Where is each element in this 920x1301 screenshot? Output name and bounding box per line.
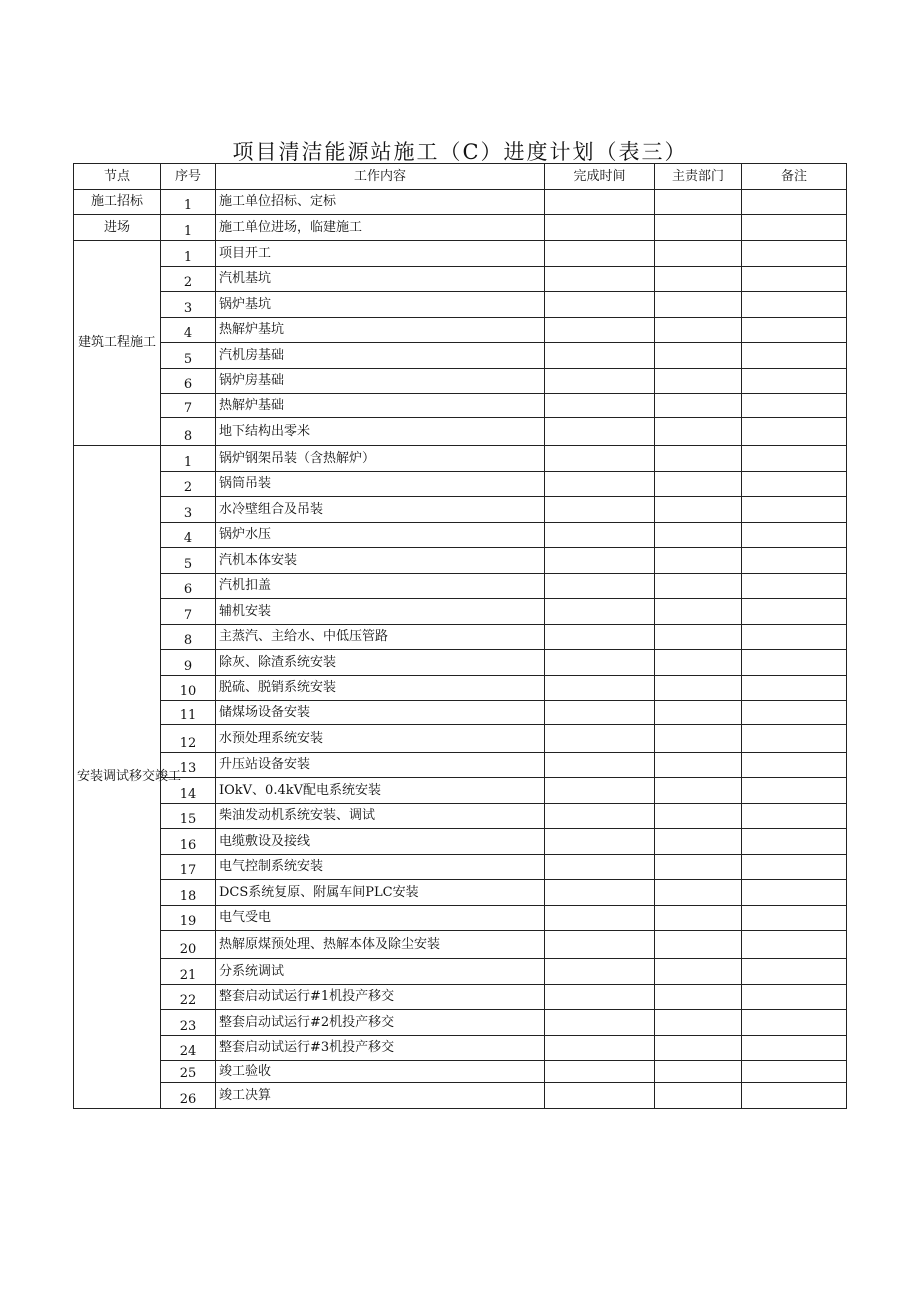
remark-cell xyxy=(742,574,847,599)
content-cell: 整套启动试运行#2机投产移交 xyxy=(216,1010,545,1036)
table-row xyxy=(74,829,847,855)
header-row xyxy=(74,164,847,190)
seq-cell: 6 xyxy=(161,574,216,599)
remark-cell xyxy=(742,343,847,369)
table-row xyxy=(74,241,847,267)
remark-cell xyxy=(742,1010,847,1036)
seq-cell: 12 xyxy=(161,725,216,753)
department-cell xyxy=(655,880,742,906)
complete-time-cell xyxy=(545,906,655,931)
table-row xyxy=(74,725,847,753)
department-cell xyxy=(655,1061,742,1083)
content-cell: 电缆敷设及接线 xyxy=(216,829,545,855)
seq-cell: 1 xyxy=(161,215,216,241)
complete-time-cell xyxy=(545,241,655,267)
table-row xyxy=(74,394,847,418)
content-cell: 主蒸汽、主给水、中低压管路 xyxy=(216,625,545,650)
complete-time-cell xyxy=(545,418,655,446)
table-row xyxy=(74,855,847,880)
complete-time-cell xyxy=(545,497,655,523)
seq-cell: 10 xyxy=(161,676,216,701)
remark-cell xyxy=(742,625,847,650)
complete-time-cell xyxy=(545,446,655,472)
table-row xyxy=(74,625,847,650)
remark-cell xyxy=(742,1036,847,1061)
table-row xyxy=(74,1010,847,1036)
seq-cell: 20 xyxy=(161,931,216,959)
node-cell: 施工招标 xyxy=(74,190,161,215)
table-row xyxy=(74,472,847,497)
complete-time-cell xyxy=(545,931,655,959)
seq-cell: 16 xyxy=(161,829,216,855)
department-cell xyxy=(655,1083,742,1109)
remark-cell xyxy=(742,778,847,804)
node-cell: 建筑工程施工 xyxy=(74,241,161,446)
department-cell xyxy=(655,343,742,369)
complete-time-cell xyxy=(545,985,655,1010)
seq-cell: 15 xyxy=(161,804,216,829)
content-cell: 施工单位进场，临建施工 xyxy=(216,215,545,241)
table-row xyxy=(74,292,847,318)
department-cell xyxy=(655,574,742,599)
seq-cell: 18 xyxy=(161,880,216,906)
department-cell xyxy=(655,985,742,1010)
table-row xyxy=(74,548,847,574)
remark-cell xyxy=(742,725,847,753)
remark-cell xyxy=(742,190,847,215)
node-cell: 进场 xyxy=(74,215,161,241)
remark-cell xyxy=(742,369,847,394)
header-remark: 备注 xyxy=(742,164,847,190)
department-cell xyxy=(655,215,742,241)
remark-cell xyxy=(742,394,847,418)
seq-cell: 1 xyxy=(161,190,216,215)
department-cell xyxy=(655,318,742,343)
schedule-body xyxy=(74,190,847,1109)
content-cell: 锅炉基坑 xyxy=(216,292,545,318)
complete-time-cell xyxy=(545,369,655,394)
remark-cell xyxy=(742,523,847,548)
table-row xyxy=(74,959,847,985)
remark-cell xyxy=(742,1083,847,1109)
seq-cell: 1 xyxy=(161,241,216,267)
complete-time-cell xyxy=(545,625,655,650)
content-cell: 竣工验收 xyxy=(216,1061,545,1083)
content-cell: 汽机扣盖 xyxy=(216,574,545,599)
remark-cell xyxy=(742,241,847,267)
table-row xyxy=(74,931,847,959)
complete-time-cell xyxy=(545,804,655,829)
seq-cell: 7 xyxy=(161,599,216,625)
complete-time-cell xyxy=(545,343,655,369)
remark-cell xyxy=(742,599,847,625)
table-row xyxy=(74,753,847,778)
remark-cell xyxy=(742,676,847,701)
complete-time-cell xyxy=(545,650,655,676)
complete-time-cell xyxy=(545,880,655,906)
remark-cell xyxy=(742,472,847,497)
seq-cell: 24 xyxy=(161,1036,216,1061)
complete-time-cell xyxy=(545,959,655,985)
content-cell: 水预处理系统安装 xyxy=(216,725,545,753)
seq-cell: 17 xyxy=(161,855,216,880)
remark-cell xyxy=(742,880,847,906)
seq-cell: 8 xyxy=(161,625,216,650)
seq-cell: 11 xyxy=(161,701,216,725)
table-row xyxy=(74,369,847,394)
remark-cell xyxy=(742,215,847,241)
table-row xyxy=(74,778,847,804)
complete-time-cell xyxy=(545,778,655,804)
department-cell xyxy=(655,804,742,829)
department-cell xyxy=(655,190,742,215)
department-cell xyxy=(655,1036,742,1061)
complete-time-cell xyxy=(545,292,655,318)
complete-time-cell xyxy=(545,190,655,215)
content-cell: 热解炉基坑 xyxy=(216,318,545,343)
table-row xyxy=(74,418,847,446)
complete-time-cell xyxy=(545,394,655,418)
remark-cell xyxy=(742,931,847,959)
department-cell xyxy=(655,959,742,985)
seq-cell: 3 xyxy=(161,497,216,523)
seq-cell: 8 xyxy=(161,418,216,446)
remark-cell xyxy=(742,985,847,1010)
table-row xyxy=(74,701,847,725)
department-cell xyxy=(655,753,742,778)
complete-time-cell xyxy=(545,855,655,880)
remark-cell xyxy=(742,906,847,931)
content-cell: 锅筒吊装 xyxy=(216,472,545,497)
seq-cell: 2 xyxy=(161,472,216,497)
seq-cell: 22 xyxy=(161,985,216,1010)
header-complete-time: 完成时间 xyxy=(545,164,655,190)
complete-time-cell xyxy=(545,215,655,241)
department-cell xyxy=(655,292,742,318)
department-cell xyxy=(655,523,742,548)
remark-cell xyxy=(742,446,847,472)
department-cell xyxy=(655,418,742,446)
complete-time-cell xyxy=(545,701,655,725)
department-cell xyxy=(655,599,742,625)
seq-cell: 4 xyxy=(161,523,216,548)
complete-time-cell xyxy=(545,1010,655,1036)
content-cell: 汽机本体安装 xyxy=(216,548,545,574)
department-cell xyxy=(655,676,742,701)
complete-time-cell xyxy=(545,472,655,497)
complete-time-cell xyxy=(545,1061,655,1083)
table-row xyxy=(74,523,847,548)
table-row xyxy=(74,676,847,701)
complete-time-cell xyxy=(545,318,655,343)
department-cell xyxy=(655,625,742,650)
remark-cell xyxy=(742,548,847,574)
table-row xyxy=(74,318,847,343)
department-cell xyxy=(655,855,742,880)
complete-time-cell xyxy=(545,548,655,574)
remark-cell xyxy=(742,267,847,292)
content-cell: 汽机基坑 xyxy=(216,267,545,292)
page-title: 项目清洁能源站施工（C）进度计划（表三） xyxy=(232,140,688,165)
seq-cell: 2 xyxy=(161,267,216,292)
content-cell: 地下结构出零米 xyxy=(216,418,545,446)
content-cell: 热解炉基础 xyxy=(216,394,545,418)
remark-cell xyxy=(742,804,847,829)
table-row xyxy=(74,497,847,523)
department-cell xyxy=(655,267,742,292)
seq-cell: 25 xyxy=(161,1061,216,1083)
content-cell: 分系统调试 xyxy=(216,959,545,985)
schedule-table xyxy=(73,163,847,1109)
remark-cell xyxy=(742,650,847,676)
seq-cell: 3 xyxy=(161,292,216,318)
table-row xyxy=(74,650,847,676)
seq-cell: 26 xyxy=(161,1083,216,1109)
complete-time-cell xyxy=(545,676,655,701)
content-cell: IOkV、0.4kV配电系统安装 xyxy=(216,778,545,804)
content-cell: 锅炉房基础 xyxy=(216,369,545,394)
department-cell xyxy=(655,725,742,753)
table-row xyxy=(74,215,847,241)
header-content: 工作内容 xyxy=(216,164,545,190)
header-node: 节点 xyxy=(74,164,161,190)
complete-time-cell xyxy=(545,725,655,753)
complete-time-cell xyxy=(545,574,655,599)
table-row xyxy=(74,1061,847,1083)
table-row xyxy=(74,1083,847,1109)
content-cell: 竣工决算 xyxy=(216,1083,545,1109)
content-cell: 汽机房基础 xyxy=(216,343,545,369)
seq-cell: 7 xyxy=(161,394,216,418)
remark-cell xyxy=(742,292,847,318)
content-cell: 水冷壁组合及吊装 xyxy=(216,497,545,523)
department-cell xyxy=(655,394,742,418)
table-row xyxy=(74,574,847,599)
node-cell: 安装调试移交竣工 xyxy=(74,446,161,1109)
table-row xyxy=(74,343,847,369)
content-cell: 整套启动试运行#3机投产移交 xyxy=(216,1036,545,1061)
department-cell xyxy=(655,931,742,959)
header-seq: 序号 xyxy=(161,164,216,190)
content-cell: 锅炉水压 xyxy=(216,523,545,548)
complete-time-cell xyxy=(545,1036,655,1061)
department-cell xyxy=(655,650,742,676)
complete-time-cell xyxy=(545,753,655,778)
content-cell: 辅机安装 xyxy=(216,599,545,625)
department-cell xyxy=(655,829,742,855)
department-cell xyxy=(655,241,742,267)
table-row xyxy=(74,985,847,1010)
seq-cell: 19 xyxy=(161,906,216,931)
content-cell: 电气控制系统安装 xyxy=(216,855,545,880)
content-cell: 升压站设备安装 xyxy=(216,753,545,778)
seq-cell: 6 xyxy=(161,369,216,394)
department-cell xyxy=(655,369,742,394)
content-cell: 储煤场设备安装 xyxy=(216,701,545,725)
content-cell: 施工单位招标、定标 xyxy=(216,190,545,215)
department-cell xyxy=(655,472,742,497)
seq-cell: 9 xyxy=(161,650,216,676)
remark-cell xyxy=(742,753,847,778)
seq-cell: 4 xyxy=(161,318,216,343)
seq-cell: 21 xyxy=(161,959,216,985)
table-row xyxy=(74,1036,847,1061)
department-cell xyxy=(655,1010,742,1036)
complete-time-cell xyxy=(545,829,655,855)
seq-cell: 1 xyxy=(161,446,216,472)
content-cell: 热解原煤预处理、热解本体及除尘安装 xyxy=(216,931,545,959)
content-cell: 除灰、除渣系统安装 xyxy=(216,650,545,676)
remark-cell xyxy=(742,497,847,523)
department-cell xyxy=(655,446,742,472)
content-cell: 整套启动试运行#1机投产移交 xyxy=(216,985,545,1010)
remark-cell xyxy=(742,855,847,880)
table-row xyxy=(74,267,847,292)
department-cell xyxy=(655,497,742,523)
seq-cell: 13 xyxy=(161,753,216,778)
table-row xyxy=(74,906,847,931)
department-cell xyxy=(655,778,742,804)
table-row xyxy=(74,804,847,829)
table-row xyxy=(74,190,847,215)
remark-cell xyxy=(742,418,847,446)
seq-cell: 14 xyxy=(161,778,216,804)
seq-cell: 23 xyxy=(161,1010,216,1036)
header-department: 主责部门 xyxy=(655,164,742,190)
content-cell: 脱硫、脱销系统安装 xyxy=(216,676,545,701)
remark-cell xyxy=(742,959,847,985)
content-cell: 电气受电 xyxy=(216,906,545,931)
content-cell: 柴油发动机系统安装、调试 xyxy=(216,804,545,829)
seq-cell: 5 xyxy=(161,343,216,369)
department-cell xyxy=(655,548,742,574)
content-cell: 锅炉钢架吊装（含热解炉） xyxy=(216,446,545,472)
table-row xyxy=(74,880,847,906)
remark-cell xyxy=(742,829,847,855)
complete-time-cell xyxy=(545,523,655,548)
department-cell xyxy=(655,906,742,931)
remark-cell xyxy=(742,701,847,725)
content-cell: DCS系统复原、附属车间PLC安装 xyxy=(216,880,545,906)
table-row xyxy=(74,599,847,625)
complete-time-cell xyxy=(545,1083,655,1109)
complete-time-cell xyxy=(545,599,655,625)
seq-cell: 5 xyxy=(161,548,216,574)
remark-cell xyxy=(742,1061,847,1083)
department-cell xyxy=(655,701,742,725)
table-row xyxy=(74,446,847,472)
remark-cell xyxy=(742,318,847,343)
content-cell: 项目开工 xyxy=(216,241,545,267)
complete-time-cell xyxy=(545,267,655,292)
